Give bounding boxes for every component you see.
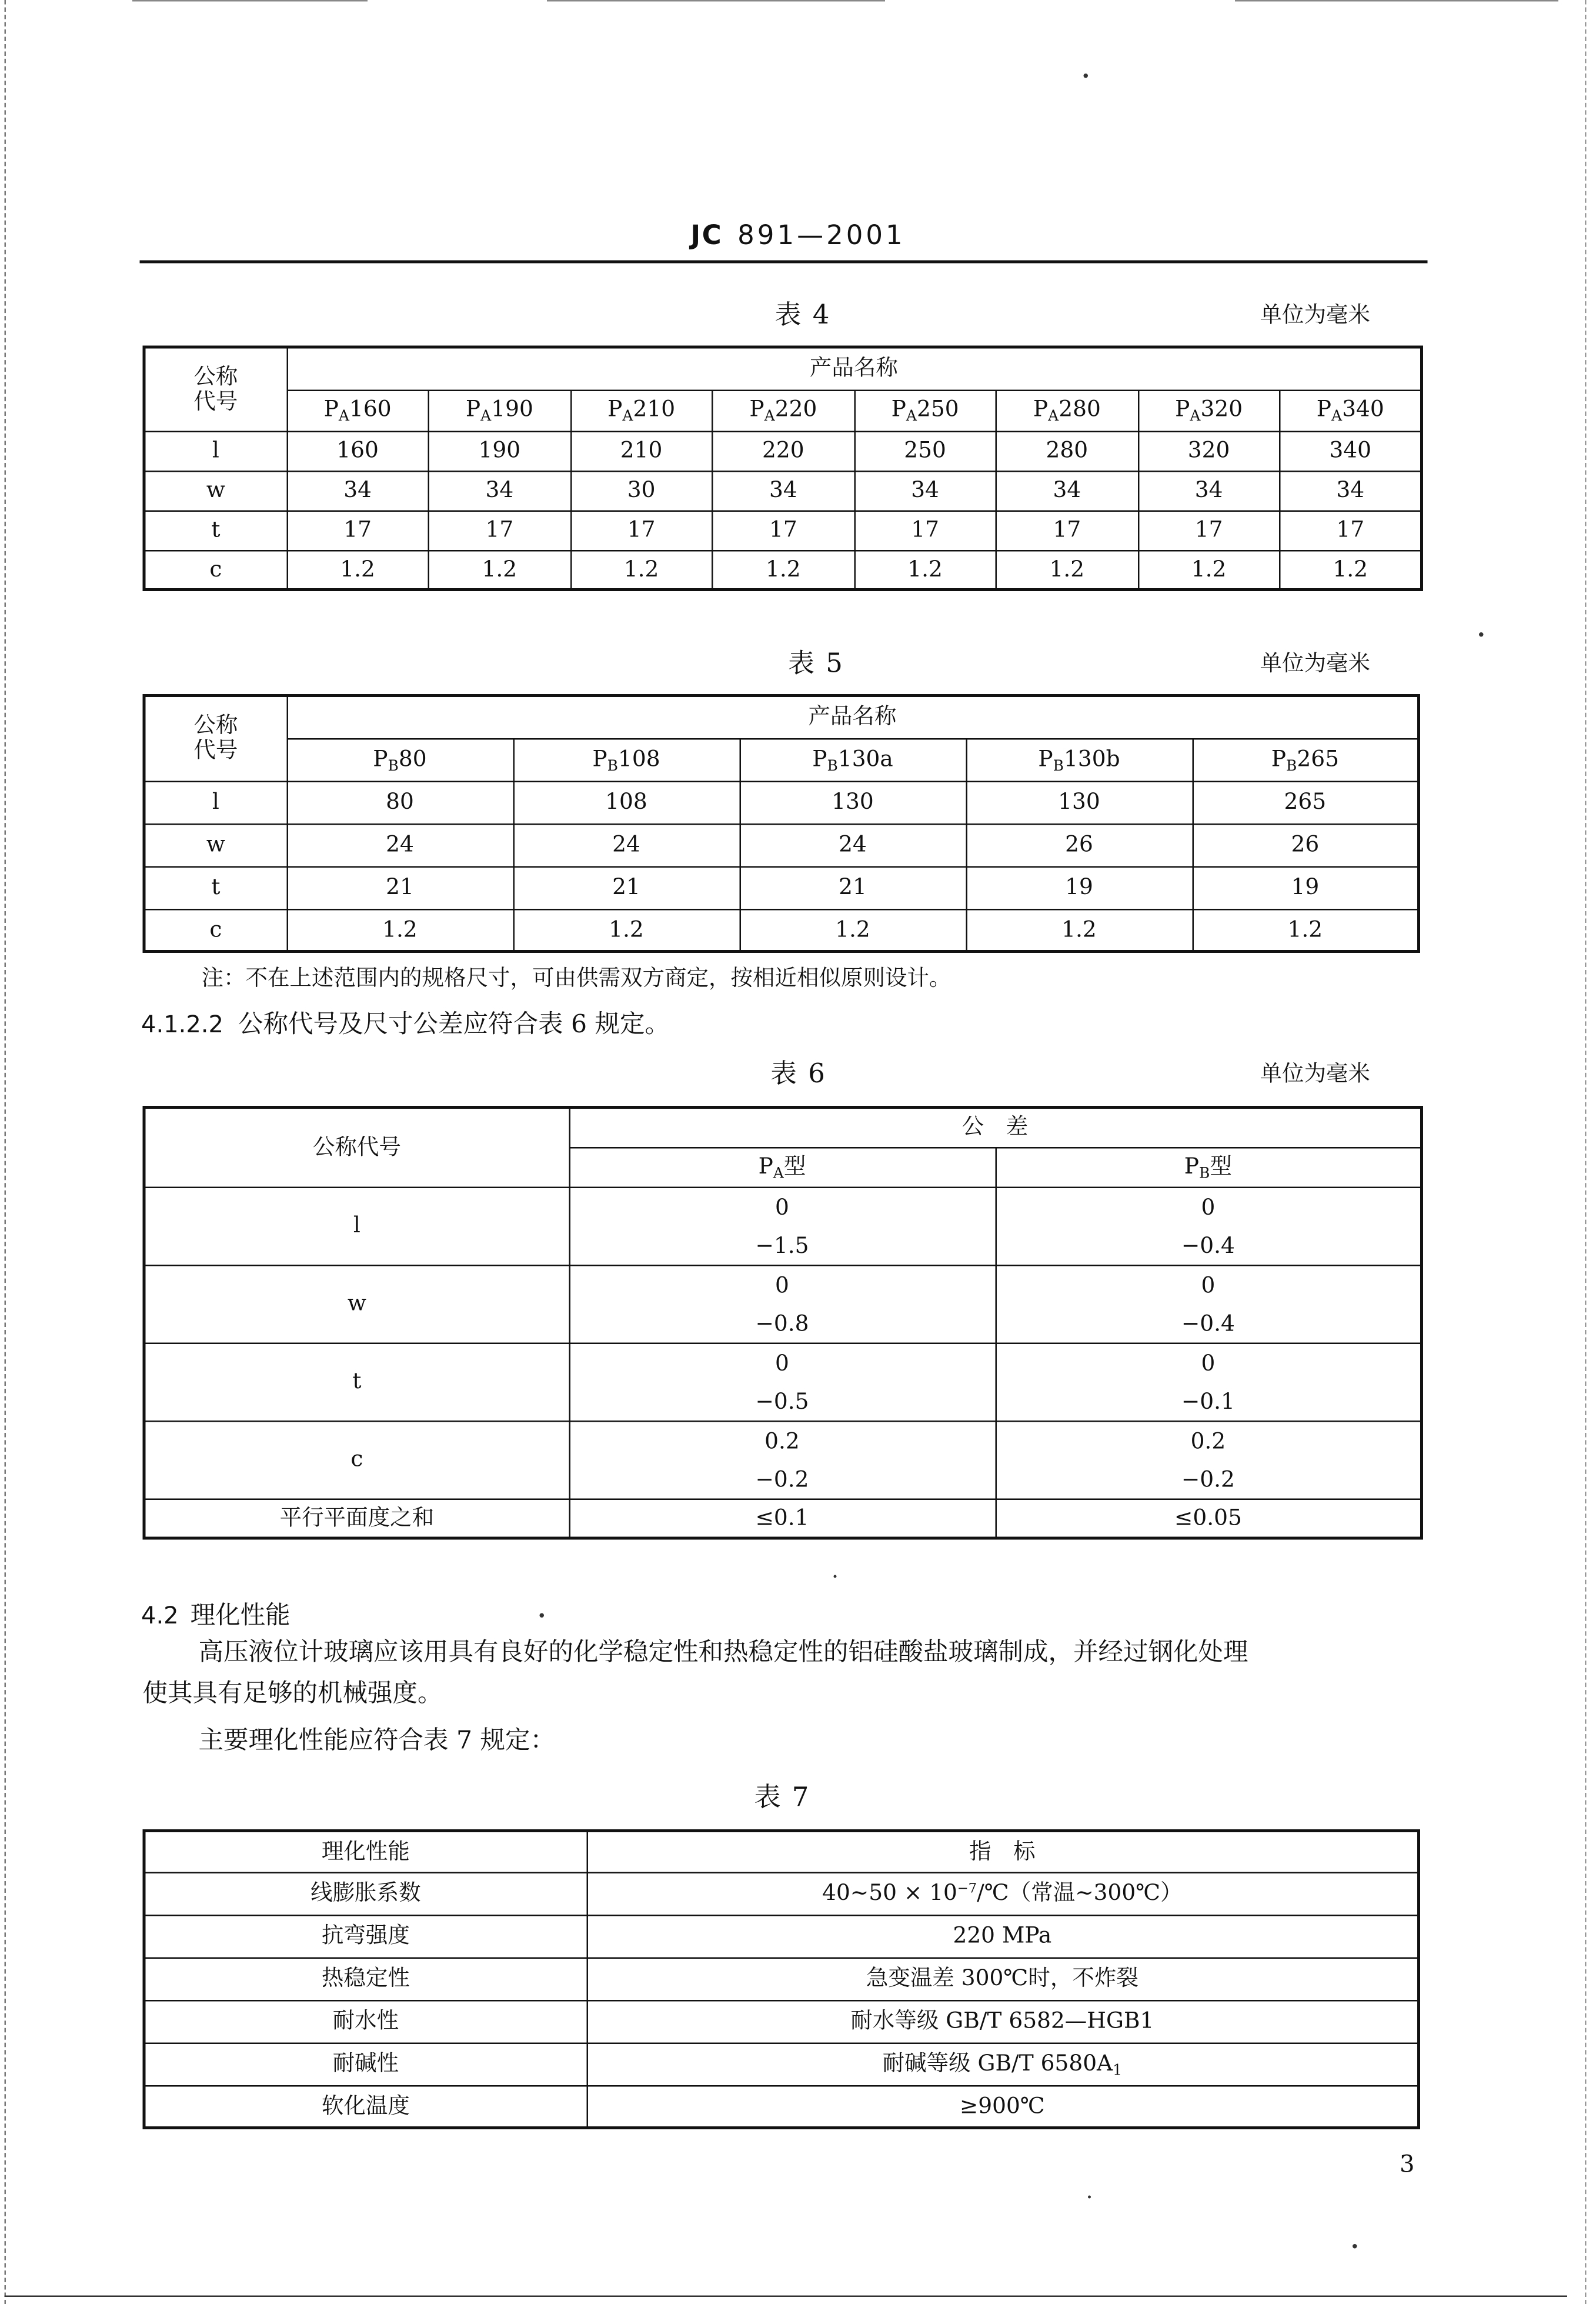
- corner-line-1: 公称: [193, 362, 238, 389]
- value-cell: 1.2: [1138, 550, 1280, 590]
- product-size: 130b: [1064, 745, 1120, 772]
- product-size: 320: [1200, 396, 1243, 423]
- section-4-2-para1-cont: [143, 1673, 1422, 1715]
- table5-caption: 表 5: [788, 648, 844, 679]
- product-prefix: P: [1033, 396, 1049, 423]
- upper-deviation: 0: [775, 1193, 789, 1220]
- value-cell: 17: [1138, 511, 1280, 551]
- corner-line-2: 代号: [193, 388, 238, 415]
- value-cell: 26: [1193, 823, 1419, 866]
- product-subscript: B: [607, 758, 619, 775]
- value-cell: 34: [854, 471, 996, 511]
- row-label: w: [144, 823, 287, 866]
- value-cell: 220: [712, 431, 854, 471]
- lower-deviation: −1.5: [755, 1231, 809, 1258]
- value-cell: 1.2: [429, 550, 570, 590]
- product-prefix: P: [749, 396, 764, 423]
- row-label: c: [144, 909, 287, 952]
- product-size: 210: [633, 396, 676, 423]
- property-index: [587, 2085, 1419, 2128]
- property-index: [587, 1872, 1419, 1915]
- value-cell: 1.2: [712, 550, 854, 590]
- table-row: [144, 431, 1422, 471]
- product-size: 340: [1342, 396, 1384, 423]
- section-number: 4.2: [141, 1601, 179, 1629]
- value-cell: 1.2: [287, 909, 513, 952]
- tolerance-cell-pb: [996, 1187, 1422, 1265]
- value-cell: 130: [740, 781, 966, 824]
- tolerance-row: [144, 1187, 1422, 1265]
- index-text: 40~50 × 10: [822, 1879, 957, 1906]
- product-prefix: P: [373, 745, 388, 772]
- type-suffix: 型: [1210, 1152, 1232, 1179]
- property-index: [587, 1915, 1419, 1958]
- tolerance-row: [144, 1265, 1422, 1343]
- product-prefix: P: [323, 396, 339, 423]
- header-rule: [140, 261, 1428, 264]
- value-cell: 280: [996, 431, 1138, 471]
- value-cell: 1.2: [854, 550, 996, 590]
- flatness-pa: ≤0.1: [569, 1499, 996, 1539]
- scan-right-edge: [1585, 0, 1587, 2304]
- value-cell: 1.2: [966, 909, 1193, 952]
- product-name-cell: [854, 390, 996, 431]
- product-size: 160: [349, 396, 392, 423]
- product-name-cell: [1138, 390, 1280, 431]
- type-suffix: 型: [783, 1152, 806, 1179]
- table7-caption: 表 7: [754, 1782, 810, 1813]
- lower-deviation: −0.2: [1181, 1465, 1235, 1492]
- value-cell: 34: [996, 471, 1138, 511]
- type-subscript: B: [1199, 1166, 1210, 1182]
- value-cell: 340: [1280, 431, 1421, 471]
- corner-line-2: 代号: [193, 737, 238, 764]
- row-label: l: [144, 431, 287, 471]
- value-cell: 250: [854, 431, 996, 471]
- corner-line-1: 公称: [193, 712, 238, 738]
- tolerance-type-header: [996, 1147, 1422, 1187]
- product-prefix: P: [1175, 396, 1190, 423]
- flatness-pb: ≤0.05: [996, 1499, 1422, 1539]
- index-text: ≥900℃: [959, 2092, 1045, 2119]
- table-5: [143, 694, 1421, 953]
- product-prefix: P: [592, 745, 607, 772]
- product-name-cell: [429, 390, 570, 431]
- lower-deviation: −0.5: [755, 1387, 809, 1414]
- product-subscript: A: [906, 409, 917, 426]
- table6-caption: 表 6: [770, 1059, 827, 1090]
- value-cell: 17: [570, 511, 712, 551]
- table-6: [143, 1106, 1424, 1540]
- property-row: [144, 1958, 1419, 2000]
- value-cell: 34: [1280, 471, 1421, 511]
- value-cell: 17: [996, 511, 1138, 551]
- section-4-2-heading: [141, 1594, 291, 1631]
- value-cell: 21: [740, 866, 966, 909]
- scan-speck: [834, 1575, 837, 1578]
- product-size: 265: [1297, 745, 1339, 772]
- corner-cell: [144, 347, 287, 431]
- type-prefix: P: [1184, 1152, 1200, 1179]
- value-cell: 17: [287, 511, 429, 551]
- upper-deviation: 0: [1201, 1349, 1216, 1376]
- product-name-cell: [513, 738, 740, 781]
- scan-speck: [1353, 2244, 1357, 2249]
- lower-deviation: −0.8: [755, 1309, 809, 1336]
- value-cell: 34: [287, 471, 429, 511]
- product-prefix: P: [607, 396, 623, 423]
- product-prefix: P: [891, 396, 906, 423]
- product-name-cell: [712, 390, 854, 431]
- product-prefix: P: [1271, 745, 1286, 772]
- index-subscript: 1: [1113, 2063, 1123, 2079]
- type-subscript: A: [773, 1166, 784, 1182]
- tolerance-cell-pb: [996, 1343, 1422, 1421]
- table-7: [143, 1829, 1421, 2129]
- scan-top-mark: [547, 0, 885, 2]
- lower-deviation: −0.2: [755, 1465, 809, 1492]
- property-name: 热稳定性: [144, 1958, 587, 2000]
- tolerance-code: w: [144, 1265, 569, 1343]
- value-cell: 17: [854, 511, 996, 551]
- table-row: [144, 511, 1422, 551]
- product-subscript: B: [827, 758, 838, 775]
- tolerance-cell-pa: [569, 1265, 996, 1343]
- scan-top-mark: [132, 0, 368, 2]
- value-cell: 1.2: [513, 909, 740, 952]
- lower-deviation: −0.1: [1181, 1387, 1235, 1414]
- table-row: [144, 909, 1419, 952]
- standard-number: 891—2001: [737, 221, 906, 252]
- value-cell: 265: [1193, 781, 1419, 824]
- upper-deviation: 0: [1201, 1271, 1216, 1298]
- product-subscript: A: [480, 409, 492, 426]
- tolerance-cell-pa: [569, 1187, 996, 1265]
- code-header: 公称代号: [144, 1108, 569, 1187]
- value-cell: 19: [966, 866, 1193, 909]
- index-text: 耐碱等级 GB/T 6580A: [882, 2049, 1113, 2076]
- page-number: 3: [1400, 2150, 1415, 2178]
- product-subscript: B: [388, 758, 399, 775]
- value-cell: 130: [966, 781, 1193, 824]
- value-cell: 34: [429, 471, 570, 511]
- value-cell: 17: [1280, 511, 1421, 551]
- group-header: 产品名称: [287, 347, 1422, 390]
- table4-unit: 单位为毫米: [1260, 301, 1371, 328]
- corner-cell: [144, 696, 287, 781]
- table-row: [144, 866, 1419, 909]
- header-property: 理化性能: [144, 1831, 587, 1872]
- index-superscript: −7: [957, 1882, 977, 1897]
- product-subscript: B: [1286, 758, 1297, 775]
- table-row: [144, 550, 1422, 590]
- property-name: 软化温度: [144, 2085, 587, 2128]
- product-name-cell: [740, 738, 966, 781]
- tolerance-cell-pa: [569, 1343, 996, 1421]
- section-4-2-para2: 主要理化性能应符合表 7 规定：: [198, 1726, 556, 1756]
- clause-number: 4.1.2.2: [141, 1010, 223, 1038]
- type-prefix: P: [758, 1152, 773, 1179]
- product-subscript: B: [1053, 758, 1064, 775]
- property-index: [587, 1958, 1419, 2000]
- table-row: [144, 781, 1419, 824]
- value-cell: 17: [429, 511, 570, 551]
- tolerance-row: [144, 1421, 1422, 1499]
- row-label: c: [144, 550, 287, 590]
- product-name-cell: [287, 390, 429, 431]
- product-size: 108: [618, 745, 660, 772]
- value-cell: 21: [513, 866, 740, 909]
- value-cell: 34: [712, 471, 854, 511]
- property-row: [144, 2085, 1419, 2128]
- section-title: 理化性能: [190, 1601, 291, 1631]
- row-label: t: [144, 866, 287, 909]
- tolerance-row: [144, 1343, 1422, 1421]
- product-name-cell: [996, 390, 1138, 431]
- property-name: 抗弯强度: [144, 1915, 587, 1958]
- scan-bottom-edge: [5, 2296, 1567, 2298]
- tolerance-code: l: [144, 1187, 569, 1265]
- table5-unit: 单位为毫米: [1260, 650, 1371, 676]
- index-text: 220 MPa: [953, 1922, 1052, 1949]
- row-label: t: [144, 511, 287, 551]
- value-cell: 34: [1138, 471, 1280, 511]
- value-cell: 1.2: [287, 550, 429, 590]
- product-prefix: P: [465, 396, 481, 423]
- standard-code: JC: [690, 221, 723, 252]
- property-row: [144, 2043, 1419, 2086]
- property-row: [144, 1872, 1419, 1915]
- group-header: 产品名称: [287, 696, 1419, 739]
- value-cell: 108: [513, 781, 740, 824]
- scan-left-edge: [5, 0, 6, 2304]
- group-header: 公 差: [569, 1108, 1422, 1148]
- table6-unit: 单位为毫米: [1260, 1060, 1371, 1087]
- scan-speck: [1084, 74, 1089, 78]
- product-subscript: A: [1048, 409, 1059, 426]
- value-cell: 1.2: [740, 909, 966, 952]
- product-name-cell: [966, 738, 1193, 781]
- value-cell: 1.2: [570, 550, 712, 590]
- para1-line2: 使其具有足够的机械强度。: [142, 1679, 443, 1709]
- product-size: 250: [916, 396, 959, 423]
- value-cell: 21: [287, 866, 513, 909]
- product-size: 220: [774, 396, 817, 423]
- header-index: 指 标: [587, 1831, 1419, 1872]
- product-subscript: A: [1331, 409, 1343, 426]
- table4-caption: 表 4: [774, 300, 831, 331]
- product-name-cell: [1193, 738, 1419, 781]
- value-cell: 320: [1138, 431, 1280, 471]
- value-cell: 1.2: [1193, 909, 1419, 952]
- scan-top-mark: [1235, 0, 1558, 2]
- value-cell: 19: [1193, 866, 1419, 909]
- tolerance-cell-pb: [996, 1265, 1422, 1343]
- section-4-2-para1: [199, 1632, 1434, 1673]
- table-4: [143, 346, 1424, 592]
- para1-line1: 高压液位计玻璃应该用具有良好的化学稳定性和热稳定性的铝硅酸盐玻璃制成，并经过钢化处理: [198, 1638, 1248, 1668]
- upper-deviation: 0: [1201, 1193, 1216, 1220]
- product-size: 130a: [837, 745, 893, 772]
- value-cell: 80: [287, 781, 513, 824]
- index-text: 耐水等级 GB/T 6582—HGB1: [850, 2007, 1154, 2034]
- product-subscript: A: [338, 409, 349, 426]
- tolerance-cell-pb: [996, 1421, 1422, 1499]
- value-cell: 17: [712, 511, 854, 551]
- value-cell: 26: [966, 823, 1193, 866]
- upper-deviation: 0: [775, 1349, 789, 1376]
- property-name: 耐水性: [144, 2000, 587, 2043]
- value-cell: 160: [287, 431, 429, 471]
- property-name: 耐碱性: [144, 2043, 587, 2086]
- product-name-cell: [287, 738, 513, 781]
- property-row: [144, 2000, 1419, 2043]
- tolerance-type-header: [569, 1147, 996, 1187]
- product-subscript: A: [764, 409, 775, 426]
- value-cell: 24: [513, 823, 740, 866]
- product-name-cell: [570, 390, 712, 431]
- property-row: [144, 1915, 1419, 1958]
- tolerance-code: c: [144, 1421, 569, 1499]
- property-index: [587, 2000, 1419, 2043]
- value-cell: 210: [570, 431, 712, 471]
- product-prefix: P: [1316, 396, 1332, 423]
- value-cell: 1.2: [1280, 550, 1421, 590]
- table-row: [144, 471, 1422, 511]
- value-cell: 24: [287, 823, 513, 866]
- table5-note: 注：不在上述范围内的规格尺寸，可由供需双方商定，按相近相似原则设计。: [201, 965, 951, 991]
- clause-4-1-2-2: [141, 1003, 670, 1040]
- table-row: [144, 823, 1419, 866]
- product-prefix: P: [1038, 745, 1053, 772]
- index-text-tail: /℃（常温~300℃）: [977, 1879, 1183, 1906]
- scan-speck: [1088, 2196, 1091, 2199]
- row-label: l: [144, 781, 287, 824]
- product-size: 80: [398, 745, 427, 772]
- value-cell: 1.2: [996, 550, 1138, 590]
- product-prefix: P: [812, 745, 827, 772]
- flatness-label: 平行平面度之和: [144, 1499, 569, 1539]
- scan-speck: [1479, 632, 1484, 637]
- tolerance-cell-pa: [569, 1421, 996, 1499]
- property-name: 线膨胀系数: [144, 1872, 587, 1915]
- product-name-cell: [1280, 390, 1421, 431]
- value-cell: 30: [570, 471, 712, 511]
- running-header: [0, 221, 1596, 252]
- clause-text: 公称代号及尺寸公差应符合表 6 规定。: [238, 1010, 670, 1040]
- product-size: 190: [491, 396, 533, 423]
- product-size: 280: [1059, 396, 1101, 423]
- upper-deviation: 0.2: [764, 1427, 800, 1454]
- value-cell: 24: [740, 823, 966, 866]
- upper-deviation: 0.2: [1190, 1427, 1226, 1454]
- row-label: w: [144, 471, 287, 511]
- product-subscript: A: [1190, 409, 1201, 426]
- upper-deviation: 0: [775, 1271, 789, 1298]
- lower-deviation: −0.4: [1181, 1309, 1235, 1336]
- property-index: [587, 2043, 1419, 2086]
- value-cell: 190: [429, 431, 570, 471]
- lower-deviation: −0.4: [1181, 1231, 1235, 1258]
- tolerance-code: t: [144, 1343, 569, 1421]
- index-text: 急变温差 300℃时，不炸裂: [866, 1964, 1138, 1991]
- scan-speck: [540, 1613, 545, 1618]
- product-subscript: A: [622, 409, 633, 426]
